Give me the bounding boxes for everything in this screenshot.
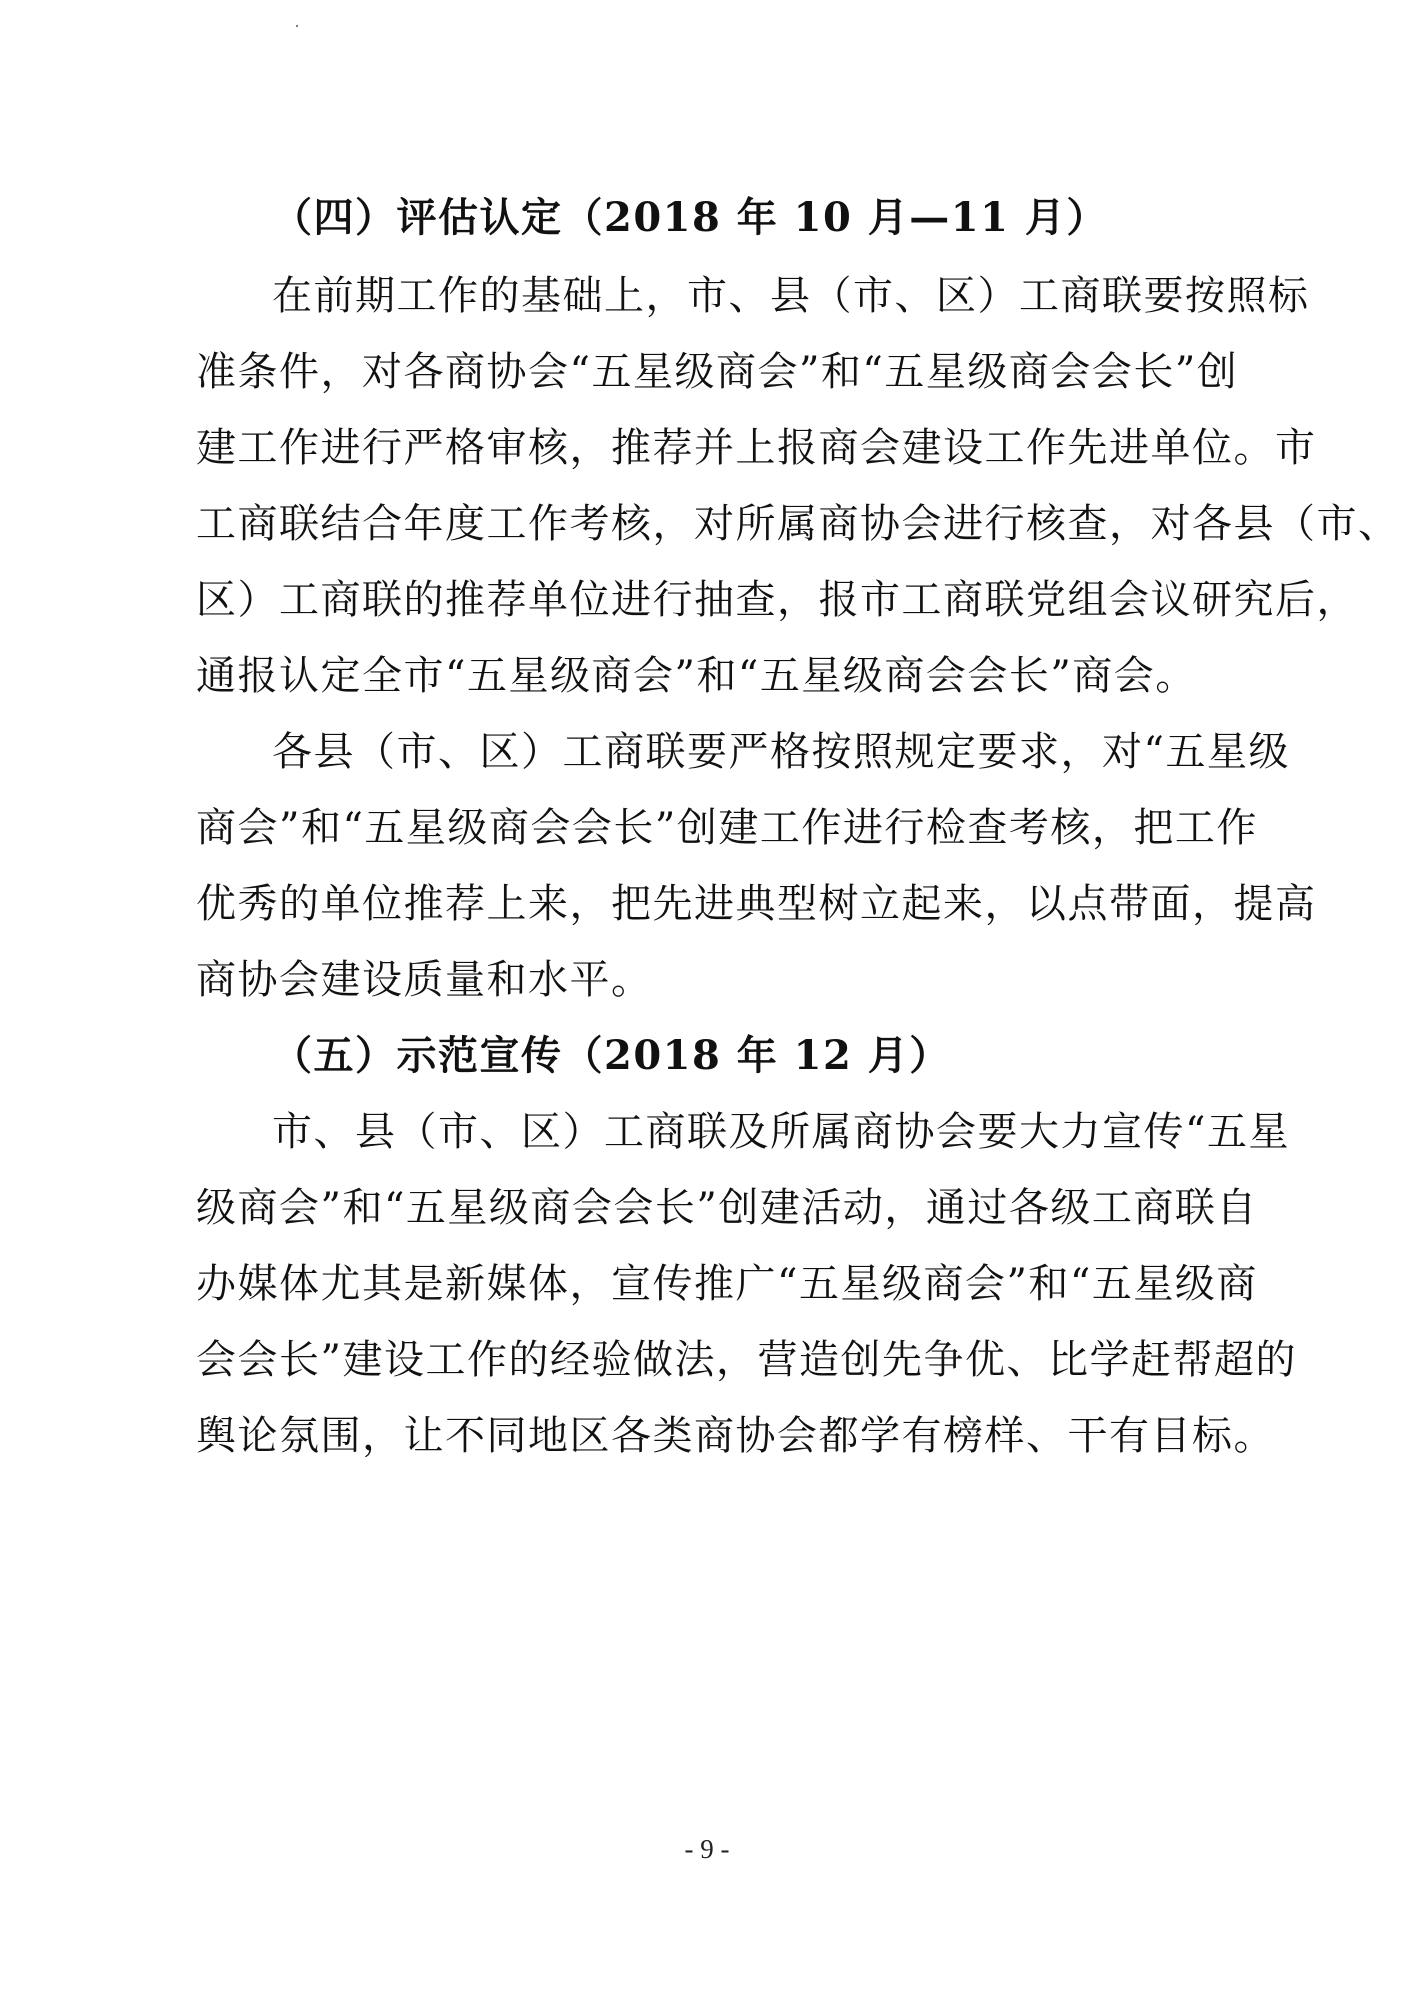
section-4-para-2-line-4: 商协会建设质量和水平。 [196,957,653,1003]
section-4-para-2-line-3: 优秀的单位推荐上来，把先进典型树立起来，以点带面，提高 [196,881,1317,927]
section-4-para-1-line-5: 区）工商联的推荐单位进行抽查，报市工商联党组会议研究后， [196,577,1358,623]
section-4-heading: （四）评估认定（2018 年 10 月—11 月） [272,194,1108,241]
section-5-para-1-line-1: 市、县（市、区）工商联及所属商协会要大力宣传“五星 [272,1109,1290,1155]
section-4-para-2-line-1: 各县（市、区）工商联要严格按照规定要求，对“五星级 [272,729,1290,775]
section-5-para-1-line-5: 舆论氛围，让不同地区各类商协会都学有榜样、干有目标。 [196,1413,1275,1459]
section-4-para-1-line-1: 在前期工作的基础上，市、县（市、区）工商联要按照标 [272,273,1310,319]
section-4-para-1-line-6: 通报认定全市“五星级商会”和“五星级商会会长”商会。 [196,653,1197,699]
section-5-para-1-line-3: 办媒体尤其是新媒体，宣传推广“五星级商会”和“五星级商 [196,1261,1258,1307]
section-5-para-1-line-4: 会会长”建设工作的经验做法，营造创先争优、比学赶帮超的 [196,1337,1297,1383]
section-5-para-1-line-2: 级商会”和“五星级商会会长”创建活动，通过各级工商联自 [196,1185,1258,1231]
section-4-para-2-line-2: 商会”和“五星级商会会长”创建工作进行检查考核，把工作 [196,805,1258,851]
section-5-heading: （五）示范宣传（2018 年 12 月） [272,1032,951,1079]
section-4-para-1-line-4: 工商联结合年度工作考核，对所属商协会进行核查，对各县（市、 [196,501,1400,547]
section-4-para-1-line-2: 准条件，对各商协会“五星级商会”和“五星级商会会长”创 [196,349,1239,395]
section-4-para-1-line-3: 建工作进行严格审核，推荐并上报商会建设工作先进单位。市 [196,425,1317,471]
scan-speck [296,25,298,27]
page-number: - 9 - [684,1834,730,1864]
